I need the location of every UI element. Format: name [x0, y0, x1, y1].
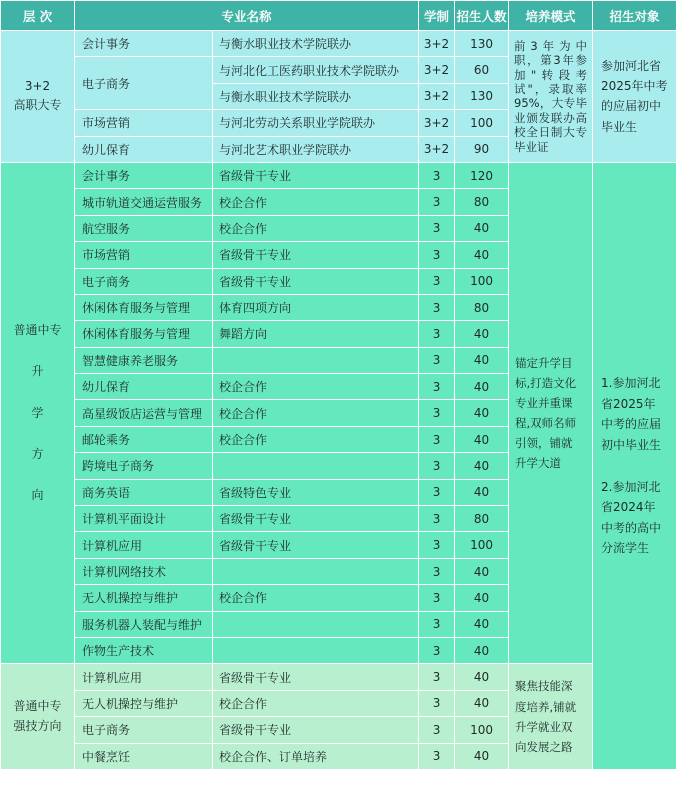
major-name: 无人机操控与维护 — [75, 690, 213, 716]
target-text: 的应届初中 — [601, 99, 662, 114]
length-cell: 3 — [419, 585, 455, 611]
major-note: 校企合作 — [213, 585, 419, 611]
major-name: 电子商务 — [75, 717, 213, 743]
quota-cell: 80 — [455, 189, 509, 215]
quota-cell: 90 — [455, 136, 509, 162]
quota-cell: 40 — [455, 558, 509, 584]
major-note: 校企合作、订单培养 — [213, 743, 419, 769]
level-text: 向 — [31, 487, 44, 502]
training-mode-text: 升学就业双 — [515, 719, 573, 734]
level-text: 普通中专 — [13, 323, 62, 338]
quota-cell: 40 — [455, 400, 509, 426]
training-mode-cell — [509, 162, 593, 663]
quota-cell: 100 — [455, 717, 509, 743]
training-mode-text: 度培养,铺就 — [515, 699, 577, 714]
level-cell — [1, 31, 75, 163]
major-note: 与河北劳动关系职业学院联办 — [213, 110, 419, 136]
major-note: 省级骨干专业 — [213, 506, 419, 532]
major-note: 校企合作 — [213, 690, 419, 716]
table-row — [1, 664, 676, 690]
major-name: 计算机应用 — [75, 532, 213, 558]
header-length: 学制 — [419, 1, 455, 31]
length-cell: 3 — [419, 532, 455, 558]
major-note: 与衡水职业技术学院联办 — [213, 83, 419, 109]
major-name: 无人机操控与维护 — [75, 585, 213, 611]
quota-cell: 40 — [455, 611, 509, 637]
major-note: 省级骨干专业 — [213, 242, 419, 268]
quota-cell: 100 — [455, 268, 509, 294]
major-note: 省级骨干专业 — [213, 532, 419, 558]
major-note: 与河北艺术职业学院联办 — [213, 136, 419, 162]
length-cell: 3 — [419, 717, 455, 743]
major-name: 跨境电子商务 — [75, 453, 213, 479]
target-text: 中考的应届 — [601, 417, 662, 432]
major-name: 计算机应用 — [75, 664, 213, 690]
major-note: 省级特色专业 — [213, 479, 419, 505]
training-mode-text: 前3年为中职，第3年参加"转段考试"，录取率95%，大专毕业颁发联办高校全日制大专毕业证 — [514, 38, 588, 154]
length-cell: 3 — [419, 215, 455, 241]
quota-cell: 40 — [455, 743, 509, 769]
length-cell: 3 — [419, 664, 455, 690]
major-name: 邮轮乘务 — [75, 426, 213, 452]
target-cell — [593, 31, 676, 163]
level-cell — [1, 664, 75, 770]
major-note: 省级骨干专业 — [213, 717, 419, 743]
length-cell: 3+2 — [419, 83, 455, 109]
quota-cell: 130 — [455, 31, 509, 57]
major-note: 校企合作 — [213, 374, 419, 400]
major-name: 幼儿保育 — [75, 374, 213, 400]
length-cell: 3 — [419, 374, 455, 400]
major-name: 休闲体育服务与管理 — [75, 294, 213, 320]
major-note — [213, 637, 419, 663]
quota-cell: 40 — [455, 637, 509, 663]
target-text: 分流学生 — [601, 541, 650, 556]
major-name: 幼儿保育 — [75, 136, 213, 162]
quota-cell: 40 — [455, 242, 509, 268]
quota-cell: 80 — [455, 506, 509, 532]
quota-cell: 120 — [455, 162, 509, 188]
major-note: 省级骨干专业 — [213, 664, 419, 690]
major-note: 省级骨干专业 — [213, 268, 419, 294]
major-note: 与衡水职业技术学院联办 — [213, 31, 419, 57]
header-quota: 招生人数 — [455, 1, 509, 31]
target-text: 初中毕业生 — [601, 437, 662, 452]
table-row — [1, 31, 676, 57]
level-text: 3+2 — [24, 79, 51, 94]
training-mode-text: 升学大道 — [515, 456, 562, 471]
level-text: 普通中专 — [13, 699, 62, 714]
major-name: 计算机平面设计 — [75, 506, 213, 532]
quota-cell: 100 — [455, 110, 509, 136]
major-note — [213, 453, 419, 479]
quota-cell: 60 — [455, 57, 509, 83]
quota-cell: 40 — [455, 215, 509, 241]
length-cell: 3 — [419, 558, 455, 584]
length-cell: 3 — [419, 321, 455, 347]
major-note: 校企合作 — [213, 426, 419, 452]
major-name: 市场营销 — [75, 110, 213, 136]
target-text: 1.参加河北 — [601, 376, 661, 391]
table-row — [1, 162, 676, 188]
length-cell: 3+2 — [419, 110, 455, 136]
quota-cell: 40 — [455, 690, 509, 716]
target-text: 参加河北省 — [601, 58, 662, 73]
quota-cell: 40 — [455, 347, 509, 373]
header-mode: 培养模式 — [509, 1, 593, 31]
header-major: 专业名称 — [75, 1, 419, 31]
quota-cell: 100 — [455, 532, 509, 558]
major-note — [213, 611, 419, 637]
major-name: 电子商务 — [75, 57, 213, 110]
level-text: 强技方向 — [13, 718, 62, 733]
quota-cell: 40 — [455, 321, 509, 347]
target-text: 毕业生 — [601, 119, 638, 134]
length-cell: 3 — [419, 162, 455, 188]
major-name: 电子商务 — [75, 268, 213, 294]
quota-cell: 80 — [455, 294, 509, 320]
major-name: 会计事务 — [75, 31, 213, 57]
length-cell: 3 — [419, 426, 455, 452]
training-mode-text: 程,双师名师 — [515, 416, 577, 431]
major-name: 中餐烹饪 — [75, 743, 213, 769]
training-mode-text: 向发展之路 — [515, 739, 573, 754]
major-name: 作物生产技术 — [75, 637, 213, 663]
quota-cell: 40 — [455, 426, 509, 452]
length-cell: 3+2 — [419, 57, 455, 83]
target-cell — [593, 162, 676, 769]
major-note: 校企合作 — [213, 215, 419, 241]
major-note — [213, 347, 419, 373]
major-note: 校企合作 — [213, 189, 419, 215]
length-cell: 3 — [419, 690, 455, 716]
training-mode-text: 引领，铺就 — [515, 436, 573, 451]
quota-cell: 130 — [455, 83, 509, 109]
major-name: 市场营销 — [75, 242, 213, 268]
major-name: 城市轨道交通运营服务 — [75, 189, 213, 215]
quota-cell: 40 — [455, 664, 509, 690]
target-text: 省2024年 — [601, 500, 656, 515]
header-level: 层 次 — [1, 1, 75, 31]
training-mode-cell — [509, 31, 593, 163]
target-spacer — [601, 455, 668, 477]
target-text: 2.参加河北 — [601, 479, 661, 494]
level-text: 高职大专 — [13, 98, 62, 113]
training-mode-cell — [509, 664, 593, 770]
length-cell: 3 — [419, 294, 455, 320]
target-text: 省2025年 — [601, 396, 656, 411]
major-name: 商务英语 — [75, 479, 213, 505]
major-note — [213, 558, 419, 584]
major-name: 智慧健康养老服务 — [75, 347, 213, 373]
target-text: 中考的高中 — [601, 520, 662, 535]
major-name: 高星级饭店运营与管理 — [75, 400, 213, 426]
level-text: 方 — [31, 446, 44, 461]
major-name: 会计事务 — [75, 162, 213, 188]
length-cell: 3 — [419, 506, 455, 532]
training-mode-text: 专业并重课 — [515, 396, 573, 411]
major-note: 省级骨干专业 — [213, 162, 419, 188]
length-cell: 3 — [419, 268, 455, 294]
major-note: 与河北化工医药职业技术学院联办 — [213, 57, 419, 83]
length-cell: 3 — [419, 400, 455, 426]
length-cell: 3+2 — [419, 136, 455, 162]
quota-cell: 40 — [455, 585, 509, 611]
major-note: 校企合作 — [213, 400, 419, 426]
quota-cell: 40 — [455, 479, 509, 505]
header-target: 招生对象 — [593, 1, 676, 31]
level-cell — [1, 162, 75, 663]
major-name: 计算机网络技术 — [75, 558, 213, 584]
training-mode-text: 标,打造文化 — [515, 375, 577, 390]
length-cell: 3+2 — [419, 31, 455, 57]
major-name: 休闲体育服务与管理 — [75, 321, 213, 347]
target-text: 2025年中考 — [601, 79, 668, 94]
training-mode-text: 聚焦技能深 — [515, 679, 573, 694]
length-cell: 3 — [419, 453, 455, 479]
major-name: 航空服务 — [75, 215, 213, 241]
major-note: 体育四项方向 — [213, 294, 419, 320]
length-cell: 3 — [419, 347, 455, 373]
length-cell: 3 — [419, 189, 455, 215]
quota-cell: 40 — [455, 453, 509, 479]
header-row — [1, 1, 676, 31]
length-cell: 3 — [419, 743, 455, 769]
length-cell: 3 — [419, 611, 455, 637]
level-text: 学 — [31, 405, 44, 420]
length-cell: 3 — [419, 242, 455, 268]
length-cell: 3 — [419, 479, 455, 505]
level-text: 升 — [31, 364, 44, 379]
training-mode-text: 锚定升学目 — [515, 355, 573, 370]
table-body — [1, 31, 676, 770]
major-note: 舞蹈方向 — [213, 321, 419, 347]
length-cell: 3 — [419, 637, 455, 663]
quota-cell: 40 — [455, 374, 509, 400]
major-name: 服务机器人装配与维护 — [75, 611, 213, 637]
